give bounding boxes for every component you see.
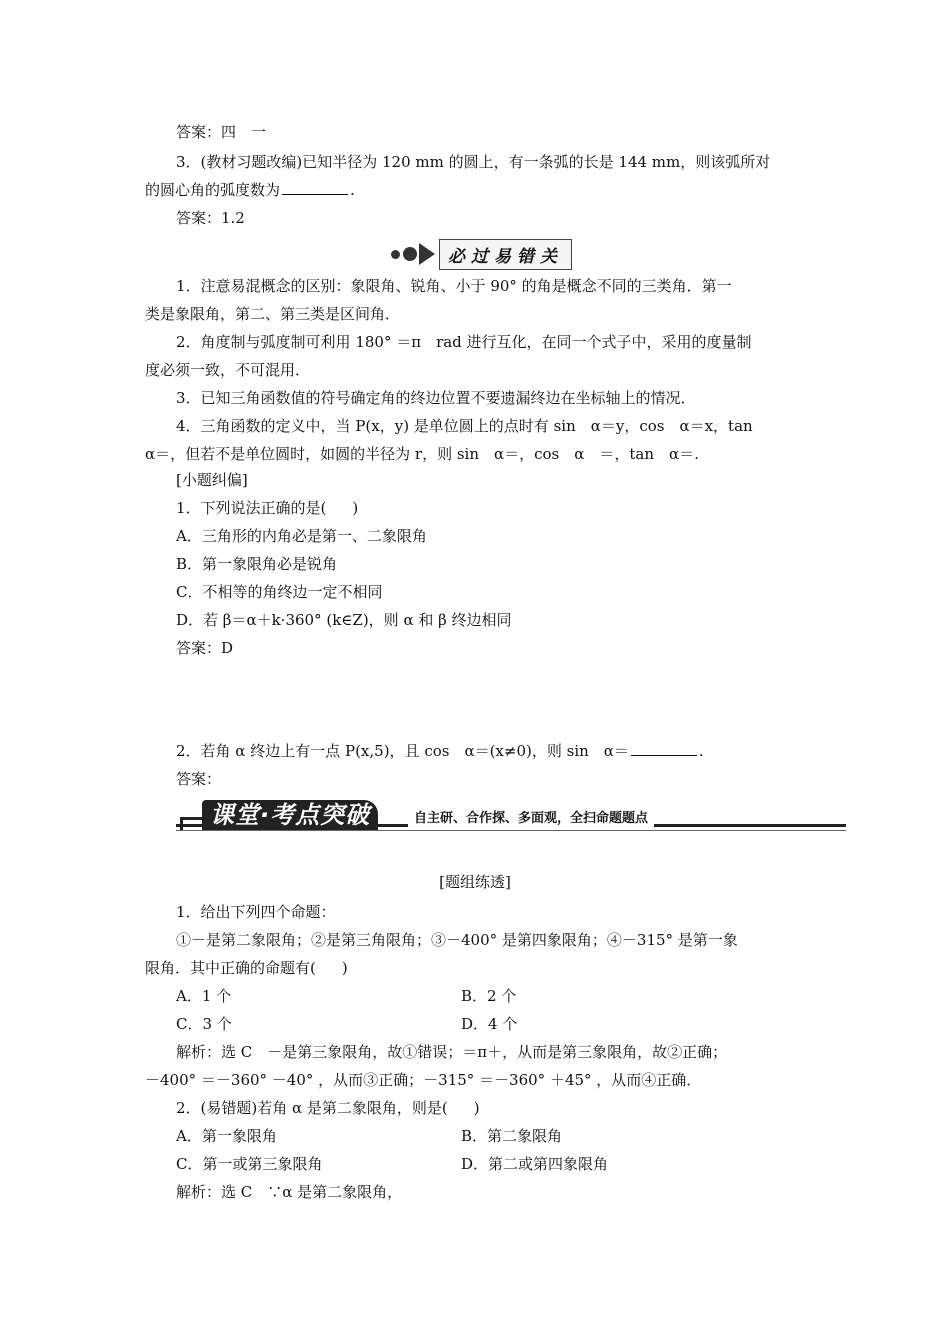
problem-2-text: 2．(易错题)若角 α 是第二象限角，则是( [176,1099,448,1117]
arrow-icon [419,243,435,265]
exercise-2-stem [176,741,704,761]
period: . [350,181,355,199]
exercise-1-stem [176,498,358,518]
question-3-line-2 [145,180,355,200]
answer-line: 答案： [176,770,222,788]
option-a: A．第一象限角 [176,1127,277,1145]
banner-subtitle: 自主研、合作探、多面观，全扫命题题点 [408,809,654,829]
option-c: C．第一或第三象限角 [176,1155,323,1173]
solution-line-2: －400° ＝－360° －40° ，从而③正确；－315° ＝－360° ＋45° ，从而④正确． [145,1071,702,1089]
solution-line: 解析：选 C ∵α 是第二象限角， [176,1183,403,1201]
problem-1-statements: ①－是第二象限角；②是第三角限角；③－400° 是第四象限角；④－315° 是第一象 [176,931,738,949]
option-c: C．不相等的角终边一定不相同 [176,583,383,601]
answer-blank [631,741,697,756]
problem-1-question [145,958,348,978]
subsection-label: [题组练透] [439,873,511,891]
problem-1-text: 限角．其中正确的命题有( [145,959,316,977]
answer-line: 答案：1.2 [176,209,245,227]
answer-line: 答案：D [176,639,234,657]
closing-paren: ) [352,499,359,517]
note-1-line-2: 类是象限角，第二、第三类是区间角． [145,305,401,323]
option-a: A．三角形的内角必是第一、二象限角 [176,527,427,545]
exercise-1-text: 1．下列说法正确的是( [176,499,327,517]
note-4-line-2: α＝，但若不是单位圆时，如圆的半径为 r，则 sin α＝，cos α ＝，tan α＝. [145,445,699,463]
option-a: A．1 个 [176,987,232,1005]
option-d: D．若 β＝α＋k·360° (k∈Z)，则 α 和 β 终边相同 [176,611,512,629]
option-b: B．第一象限角必是锐角 [176,555,338,573]
note-1-line-1: 1．注意易混概念的区别：象限角、锐角、小于 90° 的角是概念不同的三类角．第一 [176,277,732,295]
subsection-label: [小题纠偏] [176,471,248,489]
note-4-line-1: 4．三角函数的定义中，当 P(x，y) 是单位圆上的点时有 sin α＝y，cos α＝x，tan [176,417,753,435]
option-c: C．3 个 [176,1015,232,1033]
problem-2-stem [176,1098,480,1118]
problem-1-stem: 1．给出下列四个命题： [176,903,336,921]
question-3-line-1: 3．(教材习题改编)已知半径为 120 mm 的圆上，有一条弧的长是 144 mm，则该弧所对 [176,153,771,171]
banner-rule [176,830,846,831]
answer-blank [282,180,348,195]
closing-paren: ) [341,959,348,977]
question-3-text: 的圆心角的弧度数为 [145,181,281,199]
period: . [698,742,704,760]
answer-line: 答案：四 一 [176,123,267,141]
dot-icon [403,247,417,261]
section-heading-errors [391,239,572,269]
dot-icon [391,250,400,259]
note-2-line-1: 2．角度制与弧度制可利用 180° ＝π rad 进行互化，在同一个式子中，采用的度量制 [176,333,752,351]
banner-hook [180,817,203,830]
option-b: B．第二象限角 [461,1127,563,1145]
banner-title: 课堂·考点突破 [202,800,378,830]
exercise-2-text: 2．若角 α 终边上有一点 P(x,5)，且 cos α＝(x≠0)，则 sin α＝ [176,742,629,760]
note-3-line: 3．已知三角函数值的符号确定角的终边位置不要遗漏终边在坐标轴上的情况． [176,389,696,407]
closing-paren: ) [473,1099,480,1117]
option-b: B．2 个 [461,987,517,1005]
solution-line-1: 解析：选 C －是第三象限角，故①错误；＝π＋，从而是第三象限角，故②正确； [176,1043,728,1061]
section-heading-title: 必过易错关 [439,239,572,270]
section-banner [176,800,846,836]
option-d: D．第二或第四象限角 [461,1155,609,1173]
option-d: D．4 个 [461,1015,518,1033]
note-2-line-2: 度必须一致，不可混用． [145,361,311,379]
